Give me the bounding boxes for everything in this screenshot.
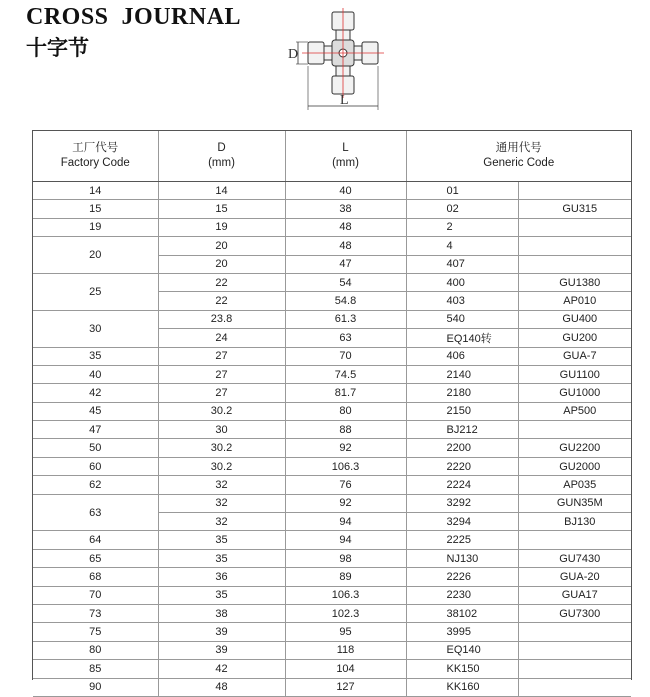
factory-code-cell: 30 xyxy=(33,310,158,347)
d-cell: 27 xyxy=(158,365,285,383)
l-cell: 81.7 xyxy=(285,384,406,402)
factory-code-cell: 19 xyxy=(33,218,158,236)
l-cell: 54 xyxy=(285,273,406,291)
d-cell: 35 xyxy=(158,531,285,549)
generic-alt-code-cell: GUA17 xyxy=(518,586,631,604)
d-dimension-label: D xyxy=(288,47,299,62)
table-row xyxy=(33,568,631,586)
l-cell: 40 xyxy=(285,182,406,200)
header-d-main: D xyxy=(217,142,226,154)
table-row xyxy=(33,273,631,291)
l-cell: 92 xyxy=(285,439,406,457)
factory-code-cell: 70 xyxy=(33,586,158,604)
table-row xyxy=(33,549,631,567)
factory-code-cell: 42 xyxy=(33,384,158,402)
factory-code-cell: 47 xyxy=(33,421,158,439)
generic-alt-code-cell: BJ130 xyxy=(518,513,631,531)
generic-code-cell: KK150 xyxy=(406,660,518,678)
generic-alt-code-cell: GUN35M xyxy=(518,494,631,512)
table-row xyxy=(33,182,631,200)
table-row xyxy=(33,494,631,512)
generic-code-cell: 01 xyxy=(406,182,518,200)
generic-alt-code-cell: GU2200 xyxy=(518,439,631,457)
generic-code-cell: 38102 xyxy=(406,604,518,622)
generic-alt-code-cell: AP500 xyxy=(518,402,631,420)
generic-code-cell: 2226 xyxy=(406,568,518,586)
factory-code-cell: 64 xyxy=(33,531,158,549)
generic-code-cell: 403 xyxy=(406,292,518,310)
generic-alt-code-cell: GU7300 xyxy=(518,604,631,622)
generic-alt-code-cell xyxy=(518,182,631,200)
header-d xyxy=(158,131,285,182)
generic-code-cell: BJ212 xyxy=(406,421,518,439)
generic-code-cell: EQ140 xyxy=(406,641,518,659)
generic-alt-code-cell: GU400 xyxy=(518,310,631,328)
generic-alt-code-cell xyxy=(518,678,631,696)
d-cell: 30 xyxy=(158,421,285,439)
l-cell: 95 xyxy=(285,623,406,641)
generic-alt-code-cell xyxy=(518,421,631,439)
table-row xyxy=(33,200,631,218)
generic-alt-code-cell: AP035 xyxy=(518,476,631,494)
d-cell: 42 xyxy=(158,660,285,678)
d-cell: 27 xyxy=(158,347,285,365)
factory-code-cell: 14 xyxy=(33,182,158,200)
d-cell: 32 xyxy=(158,476,285,494)
header-l-unit: (mm) xyxy=(332,157,359,169)
table-header-row xyxy=(33,131,631,182)
factory-code-cell: 35 xyxy=(33,347,158,365)
d-cell: 22 xyxy=(158,273,285,291)
factory-code-cell: 50 xyxy=(33,439,158,457)
table-row xyxy=(33,623,631,641)
header-generic-en: Generic Code xyxy=(483,157,555,169)
generic-alt-code-cell xyxy=(518,641,631,659)
l-cell: 94 xyxy=(285,513,406,531)
d-cell: 48 xyxy=(158,678,285,696)
d-cell: 19 xyxy=(158,218,285,236)
table-row xyxy=(33,660,631,678)
header-factory-cn: 工厂代号 xyxy=(72,142,119,154)
generic-code-cell: 4 xyxy=(406,237,518,255)
l-cell: 88 xyxy=(285,421,406,439)
table-row xyxy=(33,678,631,696)
generic-alt-code-cell xyxy=(518,237,631,255)
factory-code-cell: 62 xyxy=(33,476,158,494)
d-cell: 30.2 xyxy=(158,457,285,475)
l-cell: 94 xyxy=(285,531,406,549)
generic-alt-code-cell: GU7430 xyxy=(518,549,631,567)
page-title-cn: 十字节 xyxy=(26,36,89,60)
generic-code-cell: EQ140转 xyxy=(406,329,518,347)
generic-code-cell: 2180 xyxy=(406,384,518,402)
generic-code-cell: 2225 xyxy=(406,531,518,549)
header-factory-code xyxy=(33,131,158,182)
header-d-unit: (mm) xyxy=(208,157,235,169)
header-factory-en: Factory Code xyxy=(60,157,130,169)
d-cell: 39 xyxy=(158,641,285,659)
l-cell: 76 xyxy=(285,476,406,494)
generic-alt-code-cell: GU200 xyxy=(518,329,631,347)
generic-code-cell: 406 xyxy=(406,347,518,365)
table-row xyxy=(33,421,631,439)
header-l xyxy=(285,131,406,182)
table-row xyxy=(33,586,631,604)
factory-code-cell: 45 xyxy=(33,402,158,420)
d-cell: 24 xyxy=(158,329,285,347)
table-body xyxy=(33,182,631,697)
table-row xyxy=(33,384,631,402)
generic-code-cell: 2200 xyxy=(406,439,518,457)
generic-code-cell: NJ130 xyxy=(406,549,518,567)
l-cell: 98 xyxy=(285,549,406,567)
d-cell: 23.8 xyxy=(158,310,285,328)
d-cell: 36 xyxy=(158,568,285,586)
l-cell: 74.5 xyxy=(285,365,406,383)
generic-code-cell: 2140 xyxy=(406,365,518,383)
generic-code-cell: KK160 xyxy=(406,678,518,696)
generic-alt-code-cell xyxy=(518,531,631,549)
factory-code-cell: 20 xyxy=(33,237,158,274)
factory-code-cell: 25 xyxy=(33,273,158,310)
l-cell: 102.3 xyxy=(285,604,406,622)
header-generic-code xyxy=(406,131,631,182)
generic-alt-code-cell: GU1100 xyxy=(518,365,631,383)
generic-alt-code-cell xyxy=(518,660,631,678)
generic-code-cell: 540 xyxy=(406,310,518,328)
generic-alt-code-cell: GU2000 xyxy=(518,457,631,475)
table-row xyxy=(33,365,631,383)
generic-code-cell: 3294 xyxy=(406,513,518,531)
factory-code-cell: 15 xyxy=(33,200,158,218)
header-generic-cn: 通用代号 xyxy=(495,142,542,154)
generic-code-cell: 400 xyxy=(406,273,518,291)
generic-alt-code-cell: GU1000 xyxy=(518,384,631,402)
cross-journal-diagram xyxy=(282,6,402,120)
factory-code-cell: 60 xyxy=(33,457,158,475)
factory-code-cell: 63 xyxy=(33,494,158,531)
generic-alt-code-cell: GU1380 xyxy=(518,273,631,291)
table-row xyxy=(33,641,631,659)
l-cell: 104 xyxy=(285,660,406,678)
generic-code-cell: 2220 xyxy=(406,457,518,475)
factory-code-cell: 73 xyxy=(33,604,158,622)
d-cell: 22 xyxy=(158,292,285,310)
table-row xyxy=(33,531,631,549)
generic-alt-code-cell: GU315 xyxy=(518,200,631,218)
d-cell: 35 xyxy=(158,549,285,567)
l-cell: 118 xyxy=(285,641,406,659)
generic-code-cell: 2224 xyxy=(406,476,518,494)
generic-alt-code-cell: GUA-20 xyxy=(518,568,631,586)
d-cell: 32 xyxy=(158,513,285,531)
l-dimension-label: L xyxy=(340,93,349,108)
d-cell: 39 xyxy=(158,623,285,641)
generic-code-cell: 407 xyxy=(406,255,518,273)
header-l-main: L xyxy=(342,142,349,154)
factory-code-cell: 80 xyxy=(33,641,158,659)
d-cell: 14 xyxy=(158,182,285,200)
factory-code-cell: 40 xyxy=(33,365,158,383)
generic-alt-code-cell xyxy=(518,255,631,273)
table-row xyxy=(33,347,631,365)
d-cell: 30.2 xyxy=(158,402,285,420)
generic-alt-code-cell xyxy=(518,218,631,236)
d-cell: 32 xyxy=(158,494,285,512)
factory-code-cell: 90 xyxy=(33,678,158,696)
generic-code-cell: 3995 xyxy=(406,623,518,641)
d-cell: 30.2 xyxy=(158,439,285,457)
generic-code-cell: 2 xyxy=(406,218,518,236)
generic-code-cell: 2230 xyxy=(406,586,518,604)
spec-table xyxy=(33,131,631,697)
l-cell: 70 xyxy=(285,347,406,365)
generic-alt-code-cell xyxy=(518,623,631,641)
l-cell: 38 xyxy=(285,200,406,218)
table-row xyxy=(33,476,631,494)
table-row xyxy=(33,604,631,622)
spec-table-container xyxy=(32,130,632,694)
factory-code-cell: 85 xyxy=(33,660,158,678)
d-cell: 15 xyxy=(158,200,285,218)
page-title-en: CROSS JOURNAL xyxy=(26,4,242,30)
generic-code-cell: 3292 xyxy=(406,494,518,512)
l-cell: 89 xyxy=(285,568,406,586)
table-row xyxy=(33,439,631,457)
generic-alt-code-cell: AP010 xyxy=(518,292,631,310)
d-cell: 38 xyxy=(158,604,285,622)
table-row xyxy=(33,457,631,475)
l-cell: 106.3 xyxy=(285,457,406,475)
factory-code-cell: 68 xyxy=(33,568,158,586)
table-row xyxy=(33,402,631,420)
d-cell: 27 xyxy=(158,384,285,402)
generic-code-cell: 2150 xyxy=(406,402,518,420)
factory-code-cell: 65 xyxy=(33,549,158,567)
l-cell: 63 xyxy=(285,329,406,347)
d-cell: 20 xyxy=(158,237,285,255)
d-cell: 35 xyxy=(158,586,285,604)
table-row xyxy=(33,237,631,255)
l-cell: 48 xyxy=(285,237,406,255)
generic-code-cell: 02 xyxy=(406,200,518,218)
factory-code-cell: 75 xyxy=(33,623,158,641)
table-row xyxy=(33,218,631,236)
l-cell: 47 xyxy=(285,255,406,273)
d-cell: 20 xyxy=(158,255,285,273)
l-cell: 61.3 xyxy=(285,310,406,328)
l-cell: 54.8 xyxy=(285,292,406,310)
l-cell: 92 xyxy=(285,494,406,512)
l-cell: 127 xyxy=(285,678,406,696)
table-row xyxy=(33,310,631,328)
generic-alt-code-cell: GUA-7 xyxy=(518,347,631,365)
l-cell: 48 xyxy=(285,218,406,236)
l-cell: 80 xyxy=(285,402,406,420)
l-cell: 106.3 xyxy=(285,586,406,604)
